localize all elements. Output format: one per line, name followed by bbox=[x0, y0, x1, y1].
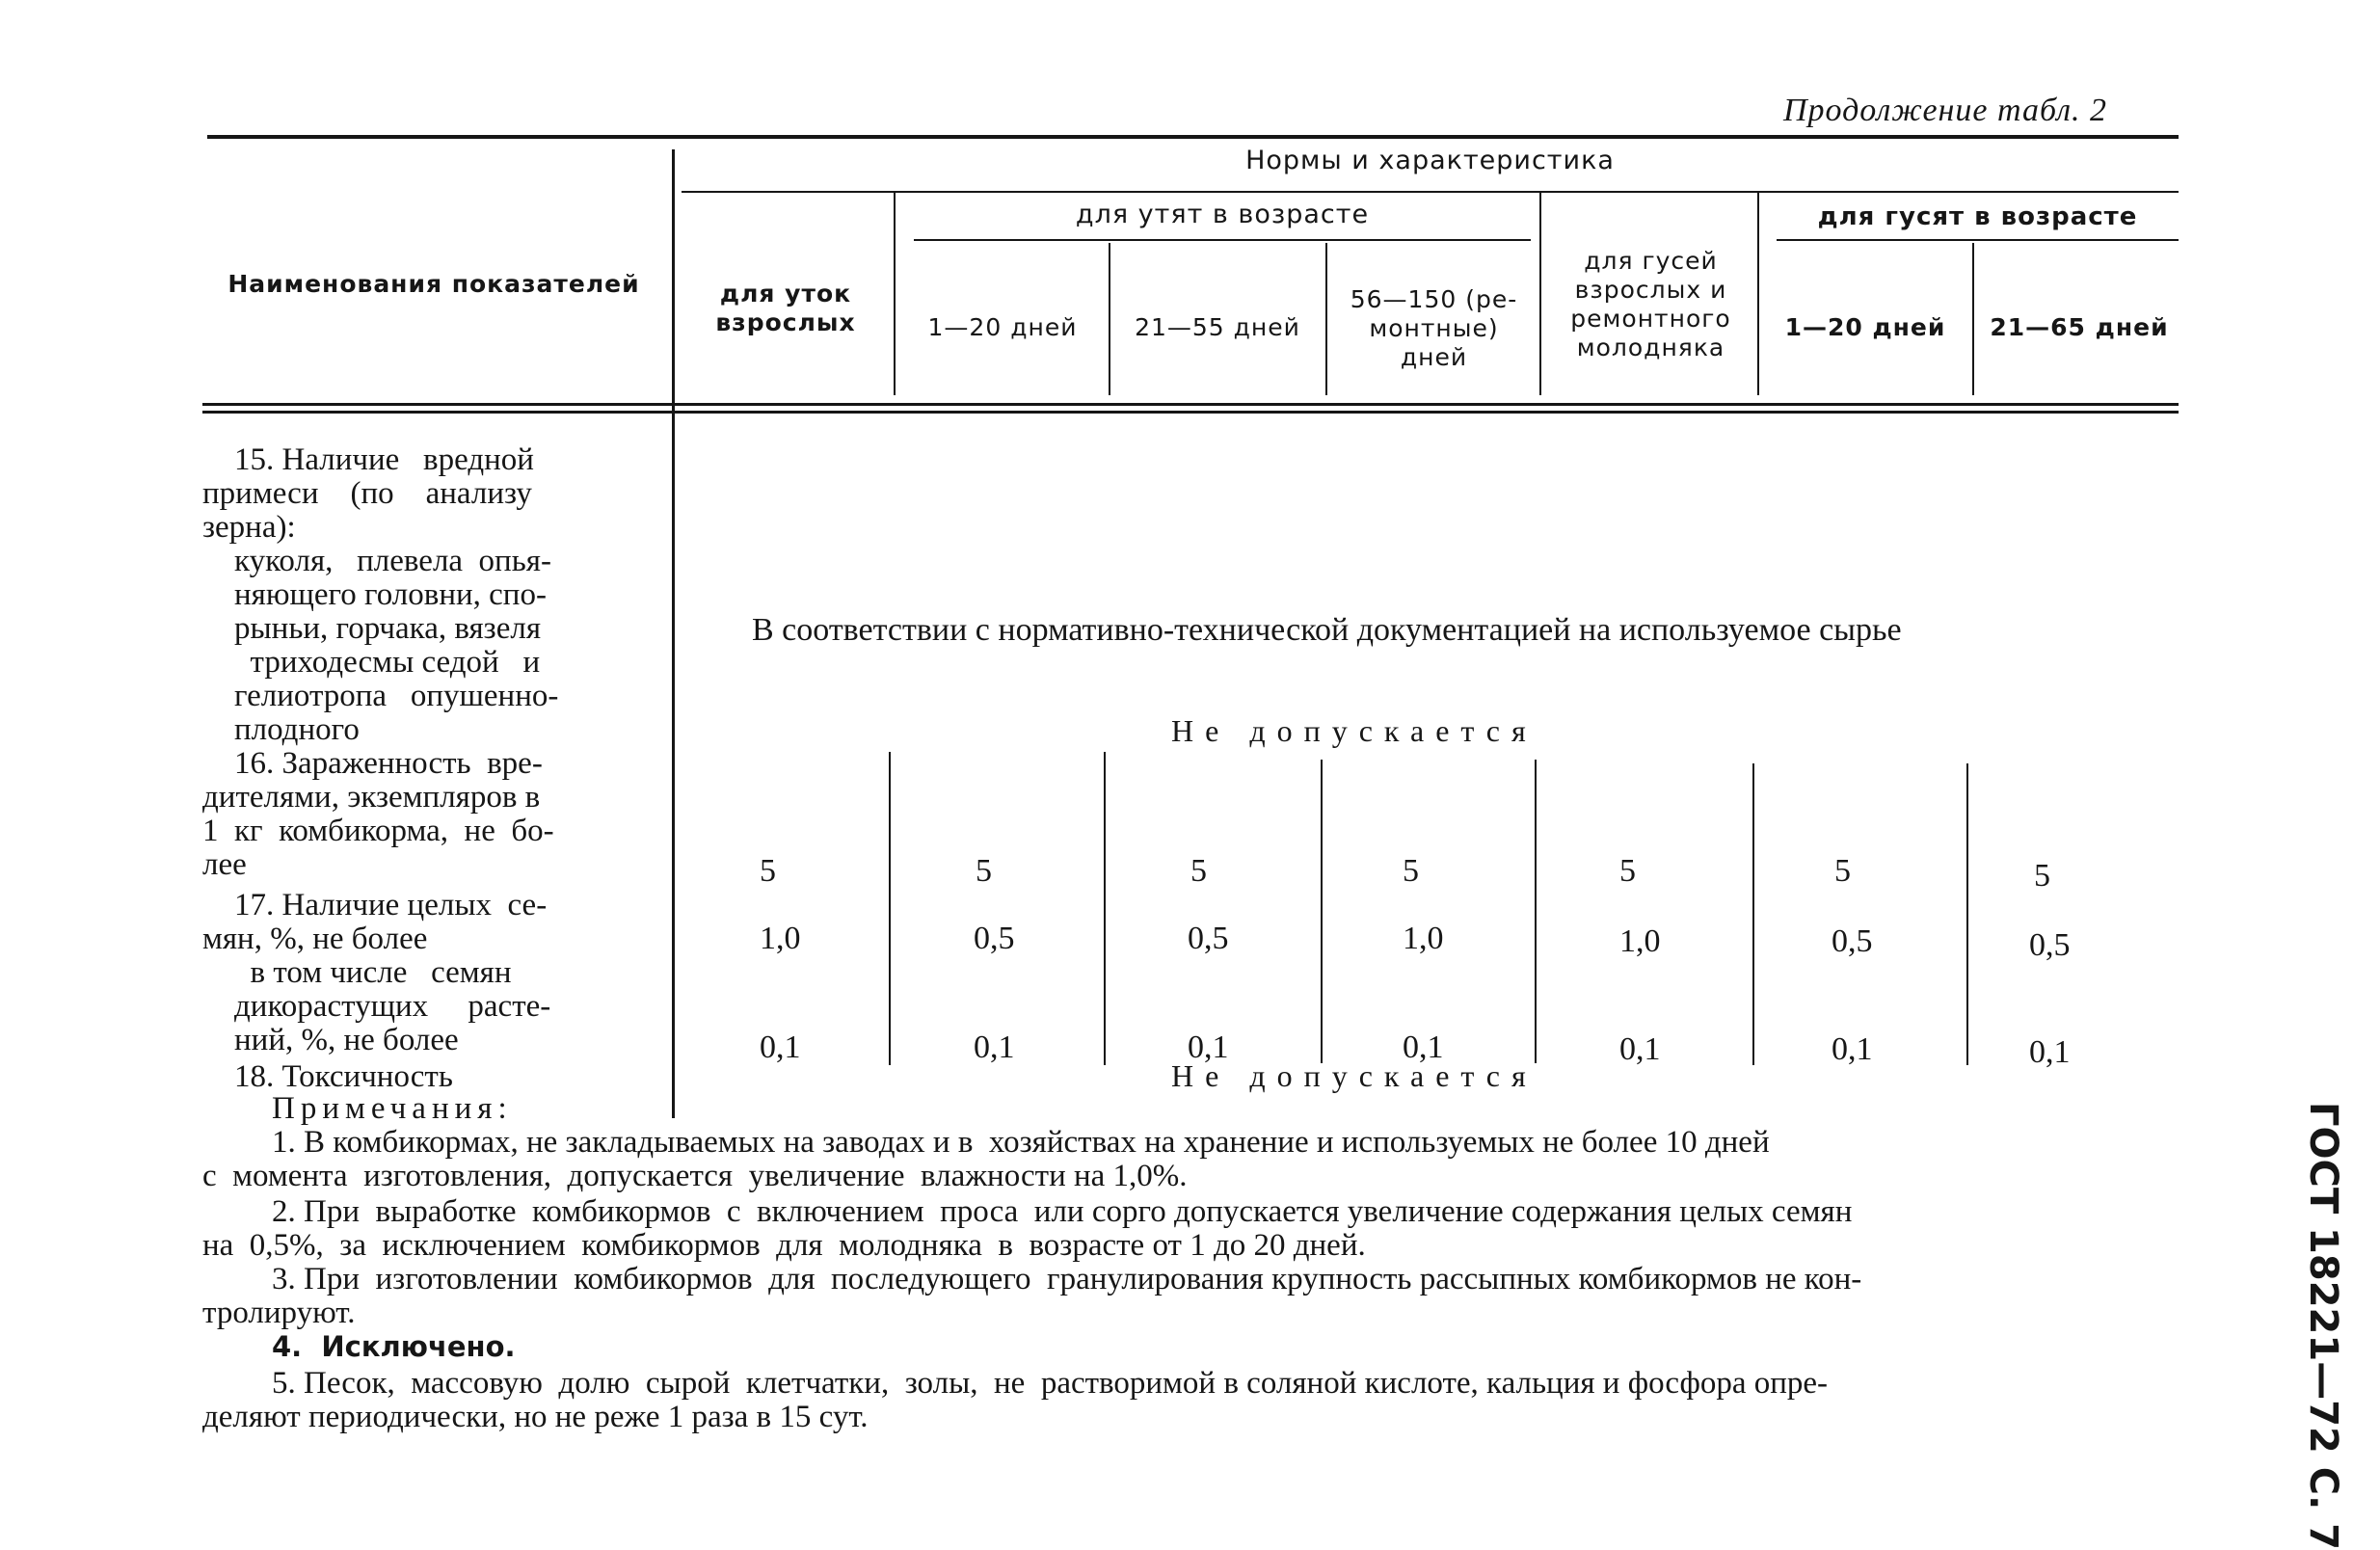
row-17-sub-label-line: ний, %, не более bbox=[234, 1023, 459, 1057]
row-18-value-not-allowed: Не допускается bbox=[1171, 1058, 1538, 1093]
top-rule bbox=[207, 135, 2179, 139]
row-16-label-line: 1 кг комбикорма, не бо- bbox=[202, 814, 554, 848]
row-17-value: 0,5 bbox=[974, 921, 1015, 956]
row-17-label-2 bbox=[202, 922, 427, 956]
header-line-norms bbox=[682, 191, 2179, 193]
col-header-goslings-1-20: 1—20 дней bbox=[1784, 313, 1946, 341]
row-15-label-line: 15. Наличие вредной bbox=[234, 442, 534, 477]
note-line: тролируют. bbox=[202, 1296, 356, 1330]
row-17-label bbox=[234, 889, 547, 922]
row-17-value: 1,0 bbox=[1619, 923, 1661, 959]
row-16-label-line: лее bbox=[202, 847, 247, 882]
row-15-sublabel-line: куколя, плевела опья- bbox=[234, 544, 551, 578]
row-15-label bbox=[234, 443, 534, 477]
header-line-goslings bbox=[1777, 239, 2179, 241]
row-16-value: 5 bbox=[1190, 853, 1207, 889]
row-15-label-line: зерна): bbox=[202, 510, 296, 545]
goslings-group-header: для гусят в возрасте bbox=[1817, 202, 2138, 231]
header-col-line-4 bbox=[1539, 193, 1541, 395]
row-17-label-line: мян, %, не более bbox=[202, 922, 428, 956]
col-header-goslings-21-65: 21—65 дней bbox=[1990, 313, 2169, 341]
row-16-label-2 bbox=[202, 781, 554, 882]
header-col-line-5 bbox=[1757, 193, 1759, 395]
row-15-value-text: В соответствии с нормативно-технической документацией на используемое сырье bbox=[752, 612, 1902, 648]
row-16-label bbox=[234, 747, 543, 781]
header-col-line-1 bbox=[894, 193, 896, 395]
row-17-sub-value: 0,1 bbox=[974, 1029, 1015, 1065]
row-15-sublabel-line: триходесмы седой и bbox=[234, 645, 541, 680]
row-16-value: 5 bbox=[1834, 853, 1851, 889]
header-col-line-3 bbox=[1325, 243, 1327, 395]
row-16-value: 5 bbox=[760, 853, 776, 889]
col-name-header: Наименования показателей bbox=[227, 270, 640, 298]
row-17-label-line: 17. Наличие целых се- bbox=[234, 888, 548, 922]
body-col-line-4 bbox=[1535, 760, 1537, 1063]
row-15-sublabel-line: плодного bbox=[234, 712, 360, 747]
row-17-sub-value: 0,1 bbox=[1619, 1031, 1661, 1067]
row-17-sub-value: 0,1 bbox=[2029, 1034, 2071, 1070]
row-15-sublabel-line: няющего головни, спо- bbox=[234, 577, 547, 612]
row-17-value: 1,0 bbox=[760, 921, 801, 956]
row-17-value: 1,0 bbox=[1403, 921, 1444, 956]
body-col-line-1 bbox=[889, 752, 891, 1065]
row-16-label-line: дителями, экземпляров в bbox=[202, 780, 541, 815]
row-17-sub-value: 0,1 bbox=[1403, 1029, 1444, 1065]
row-17-sub-label-line: в том числе семян bbox=[234, 955, 512, 990]
row-17-sub-label-line: дикорастущих расте- bbox=[234, 989, 551, 1024]
row-15-label-line: примеси (по анализу bbox=[202, 476, 532, 511]
row-15-sublabel bbox=[234, 545, 558, 747]
col-header-ducklings-21-55: 21—55 дней bbox=[1135, 313, 1300, 341]
col-header-adult-ducks: для уток взрослых bbox=[715, 280, 856, 336]
row-17-value: 0,5 bbox=[2029, 927, 2071, 963]
row-15-sublabel-line: гелиотропа опушенно- bbox=[234, 679, 559, 713]
col-header-ducklings-1-20: 1—20 дней bbox=[927, 313, 1078, 341]
row-15-label-2 bbox=[202, 477, 532, 545]
body-col-line-3 bbox=[1321, 760, 1323, 1063]
body-col-line-5 bbox=[1752, 763, 1754, 1065]
header-col-line-2 bbox=[1109, 243, 1110, 395]
row-15-sublabel-line: рыньи, горчака, вязеля bbox=[234, 611, 542, 646]
col-header-adult-geese: для гусей взрослых и ремонтного молодняка bbox=[1570, 247, 1731, 361]
note-line: деляют периодически, но не реже 1 раза в 15 сут. bbox=[202, 1400, 869, 1434]
notes-title: Примечания: bbox=[272, 1091, 513, 1126]
note-line: с момента изготовления, допускается увеличение влажности на 1,0%. bbox=[202, 1159, 1188, 1193]
row-16-value: 5 bbox=[2034, 858, 2050, 894]
note-line: 2. При выработке комбикормов с включением проса или сорго допускается увеличение содержания целых семян bbox=[272, 1194, 1853, 1229]
row-15-value-not-allowed: Не допускается bbox=[1171, 713, 1538, 748]
header-col-line-6 bbox=[1972, 243, 1974, 395]
row-16-value: 5 bbox=[1619, 853, 1636, 889]
row-17-value: 0,5 bbox=[1832, 923, 1873, 959]
header-line-ducklings bbox=[914, 239, 1531, 241]
row-16-label-line: 16. Зараженность вре- bbox=[234, 746, 543, 781]
header-bottom-rule-2 bbox=[202, 411, 2179, 414]
row-17-sub-value: 0,1 bbox=[1188, 1029, 1229, 1065]
row-17-sub-value: 0,1 bbox=[760, 1029, 801, 1065]
row-17-sub-label bbox=[234, 956, 550, 1057]
row-16-value: 5 bbox=[976, 853, 992, 889]
note-line: на 0,5%, за исключением комбикормов для молодняка в возрасте от 1 до 20 дней. bbox=[202, 1228, 1366, 1263]
col-header-ducklings-56-150: 56—150 (ре-монтные) дней bbox=[1350, 285, 1518, 371]
body-col-line-6 bbox=[1966, 763, 1968, 1065]
note-line: 1. В комбикормах, не закладываемых на заводах и в хозяйствах на хранение и используемых не более 10 дней bbox=[272, 1125, 1770, 1160]
side-standard-label: ГОСТ 18221—72 С. 7 bbox=[2301, 1102, 2345, 1550]
row-17-value: 0,5 bbox=[1188, 921, 1229, 956]
note-line: 3. При изготовлении комбикормов для последующего гранулирования крупность рассыпных комбикормов не кон- bbox=[272, 1262, 1862, 1296]
note-line-excluded: 4. Исключено. bbox=[272, 1330, 516, 1363]
norms-header: Нормы и характеристика bbox=[1245, 146, 1615, 175]
running-header: Продолжение табл. 2 bbox=[1783, 93, 2108, 128]
row-18-label-line: 18. Токсичность bbox=[234, 1059, 453, 1094]
body-col-line-2 bbox=[1104, 752, 1106, 1065]
note-line: 5. Песок, массовую долю сырой клетчатки, золы, не растворимой в соляной кислоте, кальция и фосфора опре- bbox=[272, 1366, 1829, 1401]
ducklings-group-header: для утят в возрасте bbox=[1075, 200, 1370, 229]
row-17-sub-value: 0,1 bbox=[1832, 1031, 1873, 1067]
header-bottom-rule-1 bbox=[202, 403, 2179, 406]
header-divider-main bbox=[672, 149, 675, 1118]
row-18-label bbox=[234, 1060, 453, 1094]
row-16-value: 5 bbox=[1403, 853, 1419, 889]
